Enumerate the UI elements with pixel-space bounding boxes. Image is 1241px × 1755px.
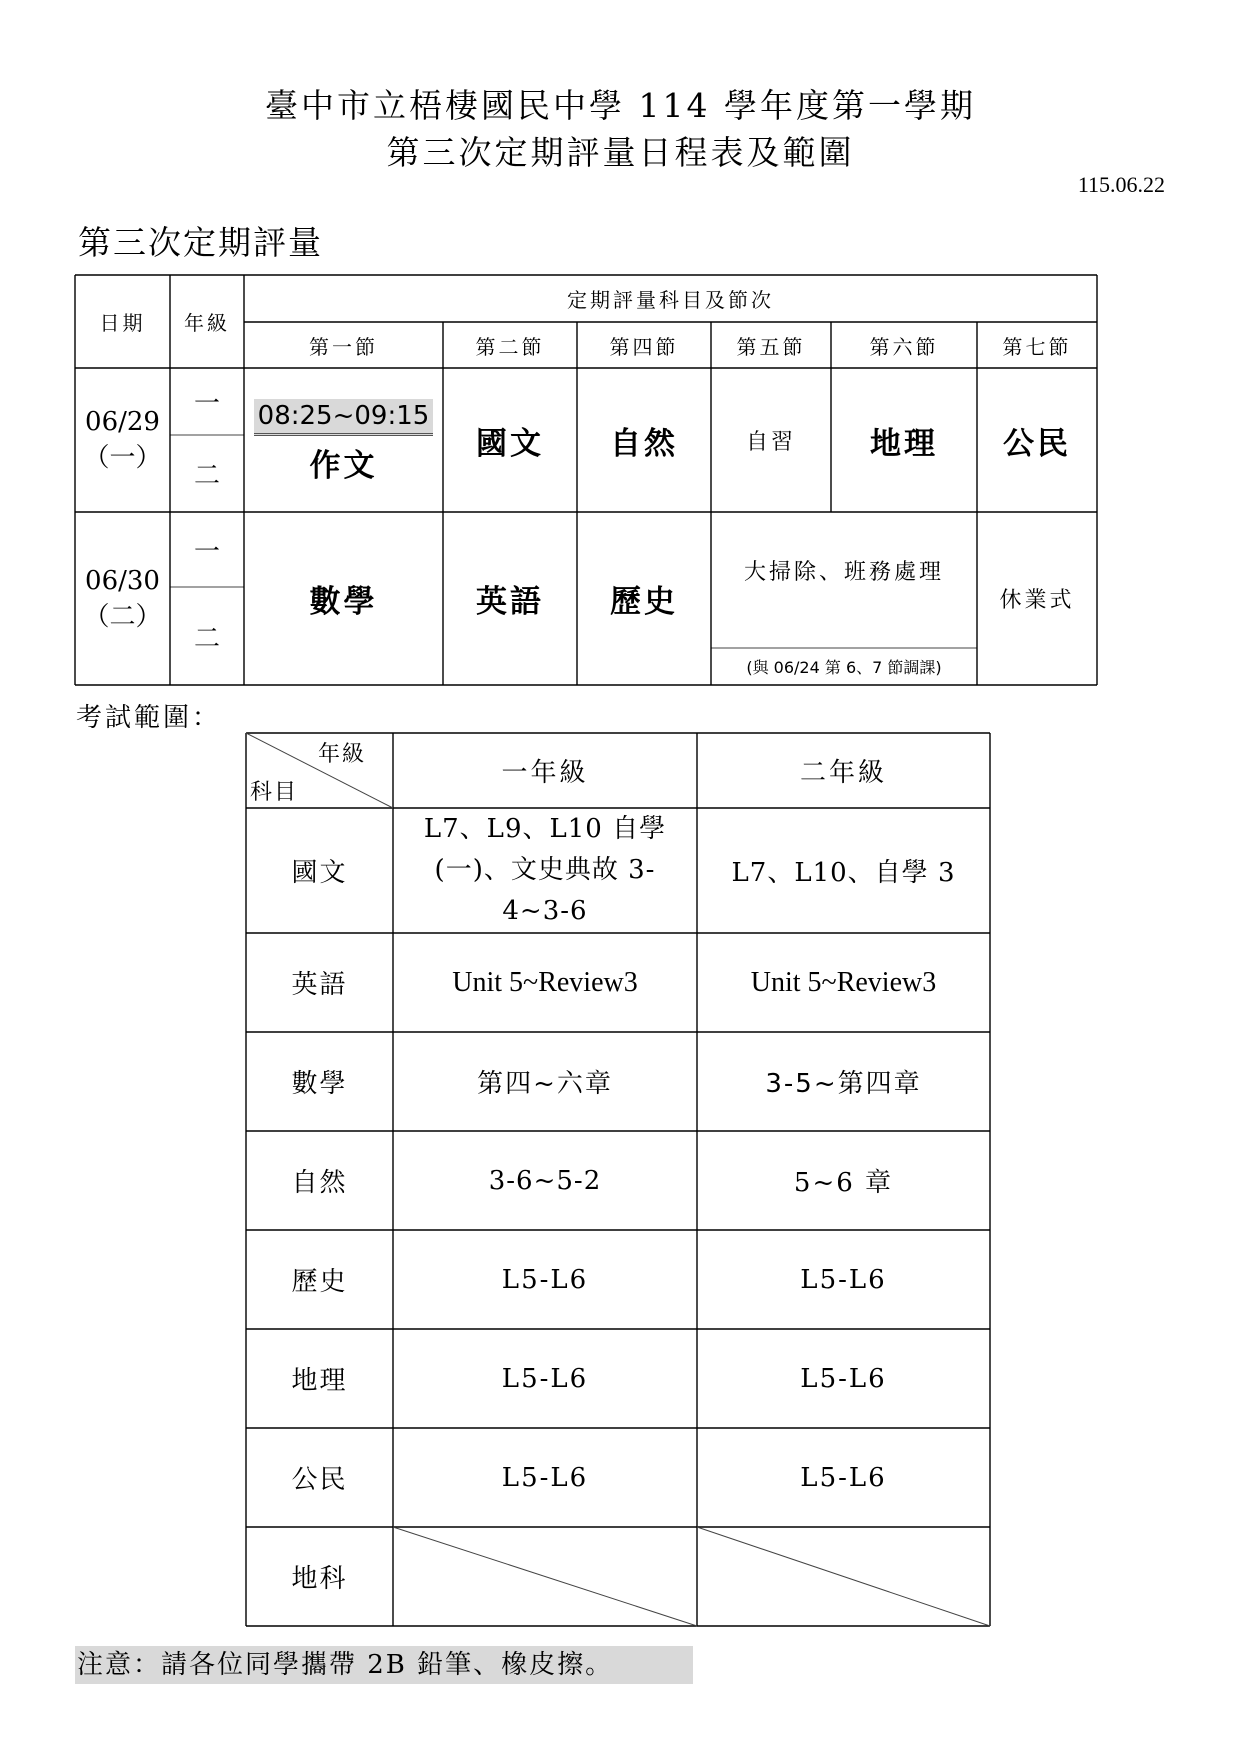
subject-chinese: 國文 [291,858,348,888]
earth-science-grade2-range [697,1527,990,1626]
history-grade2-range: L5-L6 [800,1264,887,1295]
subject-earth-science: 地科 [291,1564,348,1594]
grade1-header: 一年級 [501,758,589,788]
science-grade1-range: 3-6~5-2 [488,1165,602,1196]
period-7-header: 第七節 [1002,334,1072,359]
schedule-section-title: 第三次定期評量 [78,223,323,262]
period-2-header: 第二節 [475,334,545,359]
period-1-header: 第一節 [309,334,378,359]
document-subtitle: 第三次定期評量日程表及範圍 [386,133,855,172]
day1-period4-subject: 自然 [610,425,678,462]
document-date: 115.06.22 [1077,172,1165,197]
day1-period7-subject: 公民 [1003,425,1071,462]
col-date-header: 日期 [99,311,146,335]
day2-period7-subject: 休業式 [999,588,1075,613]
day2-weekday: （二） [83,601,162,632]
period-6-header: 第六節 [869,334,939,359]
day2-period56-note: (與 06/24 第 6、7 節調課) [746,658,942,677]
day2-grade2: 二 [193,623,220,654]
day2-period4-subject: 歷史 [610,584,678,620]
geography-grade2-range: L5-L6 [800,1363,887,1394]
chinese-grade1-range [393,808,697,933]
chinese-grade1-line3: 4~3-6 [502,896,588,926]
corner-grade-label: 年級 [318,742,367,767]
day2-period1-subject: 數學 [309,584,378,620]
subject-science: 自然 [291,1168,348,1198]
chinese-grade1-line2: (一)、文史典故 3- [434,855,656,885]
subject-history: 歷史 [291,1267,348,1297]
history-grade1-range: L5-L6 [501,1264,589,1295]
subject-math: 數學 [291,1069,348,1099]
range-section-title: 考試範圍： [76,703,222,733]
day1-time: 08:25~09:15 [254,399,434,436]
subject-geography: 地理 [291,1366,348,1396]
english-grade1-range: Unit 5~Review3 [452,966,638,998]
document-title: 臺中市立梧棲國民中學 114 學年度第一學期 [265,86,976,125]
day1-date: 06/29 [85,407,160,437]
day1-grade2: 二 [193,461,220,491]
day1-period5-subject: 自習 [745,429,796,455]
geography-grade1-range: L5-L6 [501,1363,589,1394]
corner-subject-label: 科目 [250,780,299,805]
chinese-grade1-line1: L7、L9、L10 自學 [423,814,667,844]
day2-period56-activity: 大掃除、班務處理 [743,559,944,585]
english-grade2-range: Unit 5~Review3 [750,966,937,998]
civics-grade1-range: L5-L6 [501,1462,589,1493]
subject-english: 英語 [291,970,348,1000]
day1-period1-subject: 作文 [309,448,378,484]
grade2-header: 二年級 [799,758,887,788]
science-grade2-range: 5~6 章 [793,1168,894,1198]
reminder-note: 注意：請各位同學攜帶 2B 鉛筆、橡皮擦。 [75,1646,693,1684]
day2-period2-subject: 英語 [476,584,544,620]
math-grade2-range: 3-5~第四章 [765,1069,922,1099]
period-5-header: 第五節 [736,334,806,359]
day1-grade1: 一 [193,389,220,419]
day1-weekday: （一） [83,443,162,473]
earth-science-grade1-range [393,1527,697,1626]
subject-civics: 公民 [291,1465,348,1495]
day2-date: 06/30 [85,565,160,596]
day1-period6-subject: 地理 [870,425,938,462]
civics-grade2-range: L5-L6 [800,1462,887,1493]
col-group-header: 定期評量科目及節次 [567,288,774,312]
day2-grade1: 一 [193,537,220,567]
period-4-header: 第四節 [609,334,679,359]
col-grade-header: 年級 [184,311,230,335]
day1-period2-subject: 國文 [476,425,544,462]
chinese-grade2-range: L7、L10、自學 3 [731,858,956,888]
math-grade1-range: 第四~六章 [477,1069,613,1099]
